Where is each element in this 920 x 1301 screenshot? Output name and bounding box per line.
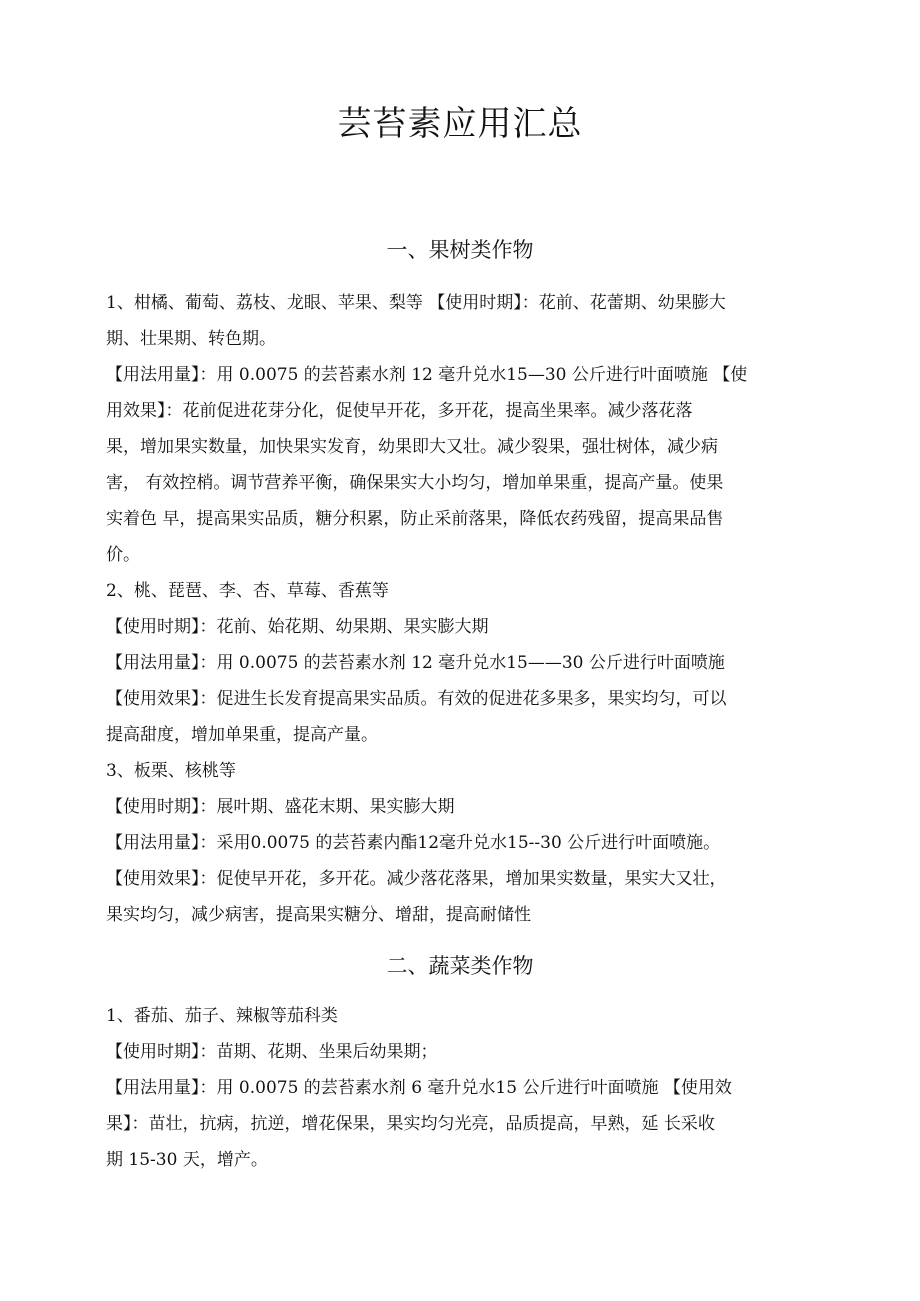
text-line: 【用法用量】：用 0.0075 的芸苔素水剂 6 毫升兑水15 公斤进行叶面喷施 【使用效: [106, 1078, 732, 1098]
text-line: 果，增加果实数量，加快果实发育，幼果即大又壮。减少裂果，强壮树体，减少病: [106, 437, 718, 457]
document-title: 芸苔素应用汇总: [337, 104, 583, 144]
text-line: 【使用时期】：展叶期、盛花末期、果实膨大期: [106, 797, 455, 817]
section-heading-vegetables: 二、蔬菜类作物: [386, 954, 534, 978]
text-line: 1、番茄、茄子、辣椒等茄科类: [106, 1006, 338, 1026]
text-line: 1、柑橘、葡萄、荔枝、龙眼、苹果、梨等 【使用时期】：花前、花蕾期、幼果膨大: [106, 293, 726, 313]
text-line: 价。: [106, 545, 140, 565]
text-line: 【使用时期】：苗期、花期、坐果后幼果期；: [106, 1042, 438, 1062]
text-line: 【使用效果】：促进生长发育提高果实品质。有效的促进花多果多，果实均匀，可以: [106, 689, 727, 709]
text-line: 用效果】：花前促进花芽分化，促使早开花，多开花，提高坐果率。减少落花落: [106, 401, 693, 421]
text-line: 害， 有效控梢。调节营养平衡，确保果实大小均匀，增加单果重，提高产量。使果: [106, 473, 724, 493]
text-line: 【使用时期】：花前、始花期、幼果期、果实膨大期: [106, 617, 489, 637]
section-heading-fruit-trees: 一、果树类作物: [386, 238, 534, 262]
text-line: 2、桃、琵琶、李、杏、草莓、香蕉等: [106, 581, 389, 601]
text-line: 果实均匀，减少病害，提高果实糖分、增甜，提高耐储性: [106, 905, 531, 925]
text-line: 实着色 早，提高果实品质，糖分积累，防止采前落果，降低农药残留，提高果品售: [106, 509, 724, 529]
text-line: 3、板栗、核桃等: [106, 761, 236, 781]
text-line: 【用法用量】：采用0.0075 的芸苔素内酯12毫升兑水15--30 公斤进行叶面喷施。: [106, 833, 721, 853]
text-line: 【用法用量】：用 0.0075 的芸苔素水剂 12 毫升兑水15—30 公斤进行叶面喷施 【使: [106, 365, 748, 385]
text-line: 【用法用量】：用 0.0075 的芸苔素水剂 12 毫升兑水15——30 公斤进行叶面喷施: [106, 653, 725, 673]
text-line: 期 15-30 天，增产。: [106, 1150, 268, 1170]
text-line: 【使用效果】：促使早开花，多开花。减少落花落果，增加果实数量，果实大又壮，: [106, 869, 727, 889]
text-line: 期、壮果期、转色期。: [106, 329, 276, 349]
text-line: 提高甜度，增加单果重，提高产量。: [106, 725, 378, 745]
text-line: 果】：苗壮，抗病，抗逆，增花保果，果实均匀光亮，品质提高，早熟，延 长采收: [106, 1114, 715, 1134]
